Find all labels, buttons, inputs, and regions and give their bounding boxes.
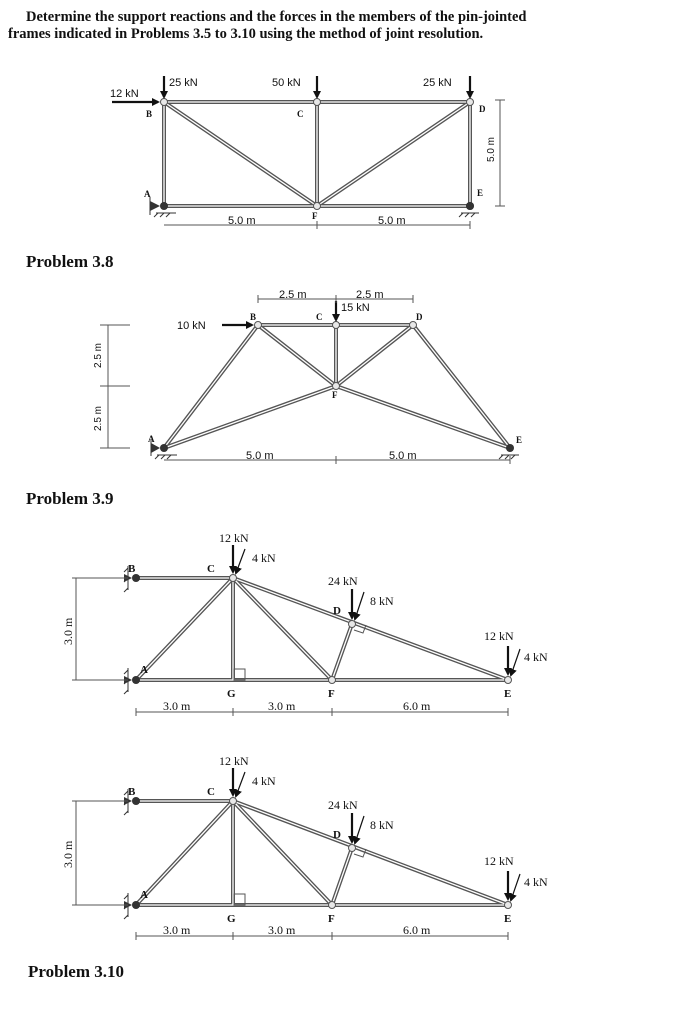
intro-line-1: Determine the support reactions and the forces in the members of the pin-jointed (26, 9, 527, 25)
fig3-label-d: D (333, 605, 341, 617)
fig2-joint-d (410, 322, 417, 329)
fig3-joint-d (349, 621, 356, 628)
fig3-label-a: A (140, 664, 148, 676)
fig2-label-b: B (250, 312, 257, 322)
fig1-label-e: E (477, 188, 484, 198)
fig4-span-2: 3.0 m (268, 923, 296, 937)
fig1-joint-c (314, 99, 321, 106)
fig2-label-f: F (332, 390, 338, 400)
fig3-span-3: 6.0 m (403, 699, 431, 713)
fig1-load-25kn-right: 25 kN (423, 77, 452, 89)
truss-figure-1 (110, 76, 505, 229)
fig3-members (136, 578, 508, 680)
problem-3-9-label: Problem 3.9 (26, 489, 114, 508)
fig2-top-span-2: 2.5 m (356, 289, 384, 301)
fig1-joint-d (467, 99, 474, 106)
fig4-span-1: 3.0 m (163, 923, 191, 937)
fig4-joint-f (329, 902, 336, 909)
fig2-height-upper: 2.5 m (93, 342, 104, 368)
fig4-load-d-vertical: 24 kN (328, 798, 358, 812)
fig4-label-b: B (128, 786, 136, 798)
fig1-label-c: C (297, 109, 304, 119)
fig3-label-f: F (328, 688, 335, 700)
fig1-span-1: 5.0 m (228, 215, 256, 227)
fig1-load-12kn: 12 kN (110, 88, 139, 100)
fig3-label-g: G (227, 688, 236, 700)
fig4-load-c-inclined: 4 kN (252, 774, 276, 788)
fig4-load-4kn-arrow-e (511, 874, 520, 900)
fig2-load-10kn: 10 kN (177, 320, 206, 332)
fig4-label-f: F (328, 913, 335, 925)
fig2-joint-c (333, 322, 340, 329)
fig2-height-lower: 2.5 m (93, 405, 104, 431)
fig4-load-4kn-arrow-c (236, 772, 245, 796)
fig2-label-a: A (148, 434, 155, 444)
fig2-span-1: 5.0 m (246, 450, 274, 462)
fig4-label-d: D (333, 829, 341, 841)
fig2-joint-b (255, 322, 262, 329)
fig4-roller-support-a-icon (108, 893, 140, 919)
fig4-joint-d (349, 845, 356, 852)
fig3-label-b: B (128, 563, 136, 575)
truss-figure-3 (61, 531, 548, 716)
fig3-load-4kn-arrow-c (236, 549, 245, 573)
truss-figure-2 (93, 289, 522, 464)
fig3-joint-e (505, 677, 512, 684)
problem-3-8-label: Problem 3.8 (26, 252, 114, 271)
fig2-label-d: D (416, 312, 423, 322)
fig3-load-e-inclined: 4 kN (524, 650, 548, 664)
fig2-top-span-1: 2.5 m (279, 289, 307, 301)
fig1-label-b: B (146, 109, 153, 119)
fig1-members (164, 102, 470, 206)
fig3-label-c: C (207, 563, 215, 575)
fig4-height: 3.0 m (61, 840, 75, 868)
fig3-load-8kn-arrow-d (355, 592, 364, 619)
fig4-label-e: E (504, 913, 512, 925)
fig4-label-c: C (207, 786, 215, 798)
fig1-span-2: 5.0 m (378, 215, 406, 227)
fig4-joint-e (505, 902, 512, 909)
fig2-label-c: C (316, 312, 323, 322)
fig3-load-c-vertical: 12 kN (219, 531, 249, 545)
fig3-height: 3.0 m (61, 617, 75, 645)
fig1-joint-f (314, 203, 321, 210)
fig3-span-1: 3.0 m (163, 699, 191, 713)
fig3-joint-f (329, 677, 336, 684)
fig1-label-f: F (312, 211, 318, 221)
fig1-label-d: D (479, 104, 486, 114)
fig3-span-2: 3.0 m (268, 699, 296, 713)
fig3-roller-support-a-icon (108, 668, 140, 694)
fig4-load-e-inclined: 4 kN (524, 875, 548, 889)
intro-line-2: frames indicated in Problems 3.5 to 3.10 using the method of joint resolution. (8, 26, 484, 42)
fig1-load-50kn: 50 kN (272, 77, 301, 89)
fig3-label-e: E (504, 688, 512, 700)
fig1-label-a: A (144, 189, 151, 199)
fig2-load-15kn: 15 kN (341, 302, 370, 314)
fig4-load-c-vertical: 12 kN (219, 754, 249, 768)
fig1-joint-b (161, 99, 168, 106)
fig1-load-25kn-left: 25 kN (169, 77, 198, 89)
fig4-load-8kn-arrow-d (355, 816, 364, 843)
fig2-label-e: E (516, 435, 523, 445)
fig3-load-d-vertical: 24 kN (328, 574, 358, 588)
fig4-label-g: G (227, 913, 236, 925)
fig3-load-d-inclined: 8 kN (370, 594, 394, 608)
fig3-load-c-inclined: 4 kN (252, 551, 276, 565)
fig4-members (136, 801, 508, 905)
fig3-load-4kn-arrow-e (511, 649, 520, 675)
truss-figure-4 (61, 754, 548, 940)
fig4-load-e-vertical: 12 kN (484, 854, 514, 868)
fig2-joint-f (333, 383, 340, 390)
fig3-load-e-vertical: 12 kN (484, 629, 514, 643)
fig4-span-3: 6.0 m (403, 923, 431, 937)
fig1-height: 5.0 m (486, 136, 497, 162)
fig4-load-d-inclined: 8 kN (370, 818, 394, 832)
fig4-joint-c (230, 798, 237, 805)
fig2-span-2: 5.0 m (389, 450, 417, 462)
fig3-joint-c (230, 575, 237, 582)
fig4-label-a: A (140, 889, 148, 901)
problem-3-10-label: Problem 3.10 (28, 962, 125, 981)
